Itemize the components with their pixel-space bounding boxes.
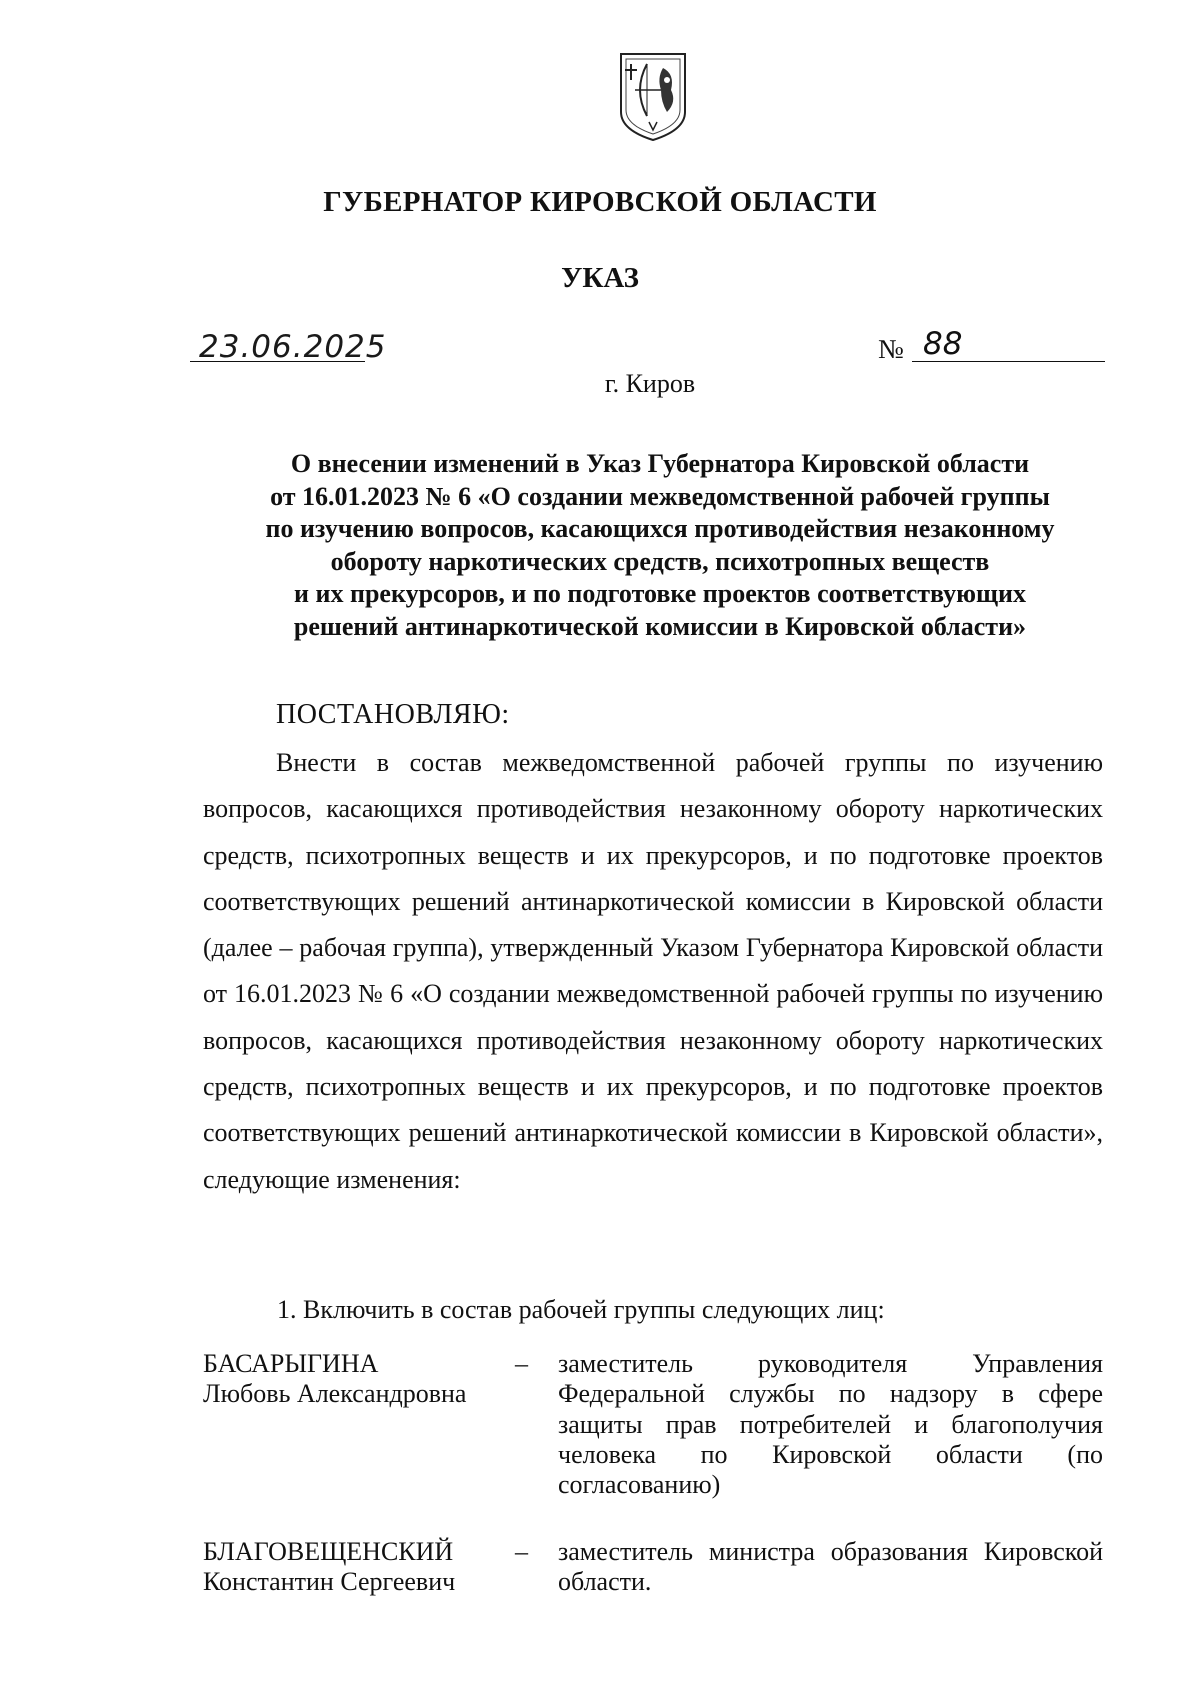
- city-line: г. Киров: [604, 369, 696, 398]
- title-line: обороту наркотических средств, психотропных веществ: [330, 546, 990, 576]
- issuing-authority-heading: ГУБЕРНАТОР КИРОВСКОЙ ОБЛАСТИ: [323, 186, 877, 218]
- member-given-names: Любовь Александровна: [203, 1379, 467, 1409]
- title-line: решений антинаркотической комиссии в Кировской области»: [293, 611, 1027, 641]
- member-surname: БАСАРЫГИНА: [203, 1349, 379, 1378]
- title-line: и их прекурсоров, и по подготовке проектов соответствующих: [294, 579, 1026, 608]
- member-entry: [203, 1349, 1103, 1509]
- decree-operative-word: ПОСТАНОВЛЯЮ:: [276, 699, 510, 730]
- member-dash: –: [515, 1537, 528, 1566]
- member-surname: БЛАГОВЕЩЕНСКИЙ: [203, 1537, 454, 1566]
- member-position: заместитель руководителя Управления Федеральной службы по надзору в сфере защиты прав потребителей и благополучия человека по Кировской области (по согласованию): [558, 1349, 1103, 1500]
- decree-title: [180, 448, 1140, 643]
- document-type-heading: УКАЗ: [561, 262, 639, 294]
- title-line: О внесении изменений в Указ Губернатора Кировской области: [290, 449, 1030, 478]
- number-label: №: [878, 334, 904, 364]
- handwritten-date: 23.06.2025: [199, 329, 387, 365]
- document-number: 88: [923, 326, 963, 362]
- member-name: [203, 1537, 503, 1598]
- list-item-1: 1. Включить в состав рабочей группы следующих лиц:: [277, 1295, 885, 1324]
- member-given-names: Константин Сергеевич: [203, 1567, 456, 1597]
- member-entry: [203, 1537, 1103, 1601]
- member-name: [203, 1349, 503, 1410]
- number-underline: [912, 361, 1105, 362]
- date-underline: [190, 361, 365, 362]
- body-paragraph: Внести в состав межведомственной рабочей группы по изучению вопросов, касающихся противодействия незаконному обороту наркотических средств, психотропных веществ и их прекурсоров, и по подготовке проектов соответствующих решений антинаркотической комиссии в Кировской области (далее – рабочая группа), утвержденный Указом Губернатора Кировской области от 16.01.2023 № 6 «О создании межведомственной рабочей группы по изучению вопросов, касающихся противодействия незаконному обороту наркотических средств, психотропных веществ и их прекурсоров, и по подготовке проектов соответствующих решений антинаркотической комиссии в Кировской области», следующие изменения:: [203, 748, 1103, 1194]
- title-line: по изучению вопросов, касающихся противодействия незаконному: [265, 514, 1055, 543]
- coat-of-arms-emblem: [617, 50, 689, 142]
- member-position: заместитель министра образования Кировской области.: [558, 1537, 1103, 1597]
- member-dash: –: [515, 1349, 528, 1378]
- title-line: от 16.01.2023 № 6 «О создании межведомственной рабочей группы: [270, 481, 1050, 511]
